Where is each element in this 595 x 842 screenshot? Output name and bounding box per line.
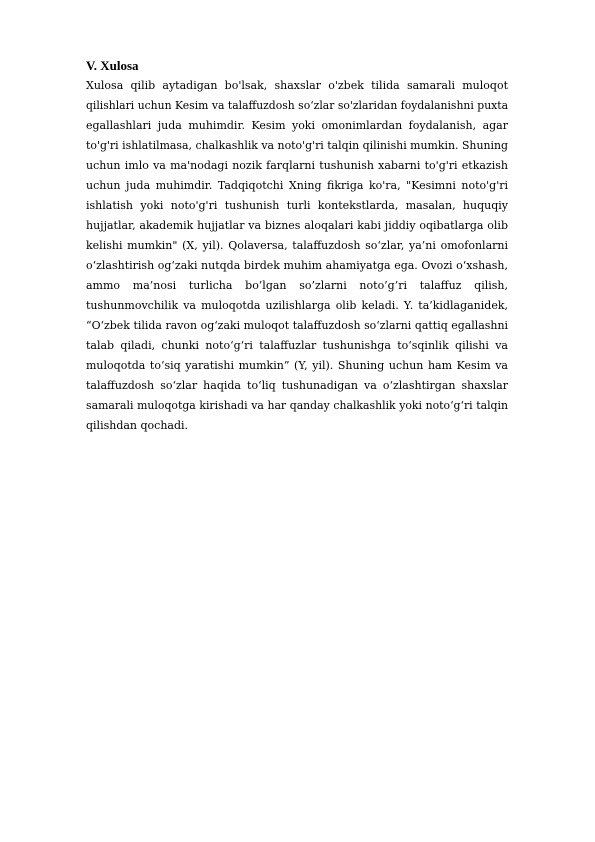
paragraph-line: “O‘zbek tilida ravon og‘zaki muloqot talaffuzdosh so‘zlarni qattiq egallashni <box>86 319 508 332</box>
paragraph-line: qilishdan qochadi. <box>86 419 189 432</box>
paragraph-line: ishlatish yoki noto'g'ri tushunish turli kontekstlarda, masalan, huquqiy <box>86 199 508 212</box>
paragraph-line: uchun juda muhimdir. Tadqiqotchi Xning fikriga ko'ra, "Kesimni noto'g'ri <box>86 179 508 192</box>
paragraph-line: o‘zlashtirish og‘zaki nutqda birdek muhim ahamiyatga ega. Ovozi o‘xshash, <box>86 259 508 272</box>
paragraph-line: qilishlari uchun Kesim va talaffuzdosh so‘zlar so'zlaridan foydalanishni puxta <box>86 99 508 112</box>
section-heading: V. Xulosa <box>86 58 139 73</box>
paragraph-line: ammo ma’nosi turlicha bo’lgan so’zlarni noto’g’ri talaffuz qilish, <box>86 279 508 292</box>
paragraph-line: egallashlari juda muhimdir. Kesim yoki omonimlardan foydalanish, agar <box>86 119 508 132</box>
conclusion-paragraph <box>86 76 508 436</box>
paragraph-line: talab qiladi, chunki noto‘g‘ri talaffuzlar tushunishga to‘sqinlik qilishi va <box>86 339 508 352</box>
paragraph-line: tushunmovchilik va muloqotda uzilishlarga olib keladi. Y. ta’kidlaganidek, <box>86 299 508 312</box>
paragraph-line: kelishi mumkin" (X, yil). Qolaversa, talaffuzdosh so‘zlar, ya’ni omofonlarni <box>86 239 508 252</box>
paragraph-line: muloqotda to‘siq yaratishi mumkin” (Y, yil). Shuning uchun ham Kesim va <box>86 359 508 372</box>
paragraph-line: hujjatlar, akademik hujjatlar va biznes aloqalari kabi jiddiy oqibatlarga olib <box>86 219 508 232</box>
paragraph-line: samarali muloqotga kirishadi va har qanday chalkashlik yoki noto‘g‘ri talqin <box>86 399 508 412</box>
paragraph-line: talaffuzdosh so‘zlar haqida to‘liq tushunadigan va o‘zlashtirgan shaxslar <box>86 379 508 392</box>
paragraph-line: Xulosa qilib aytadigan bo'lsak, shaxslar o'zbek tilida samarali muloqot <box>86 79 508 92</box>
paragraph-line: uchun imlo va ma'nodagi nozik farqlarni tushunish xabarni to'g'ri etkazish <box>86 159 508 172</box>
paragraph-line: to'g'ri ishlatilmasa, chalkashlik va noto'g'ri talqin qilinishi mumkin. Shuning <box>86 139 508 152</box>
